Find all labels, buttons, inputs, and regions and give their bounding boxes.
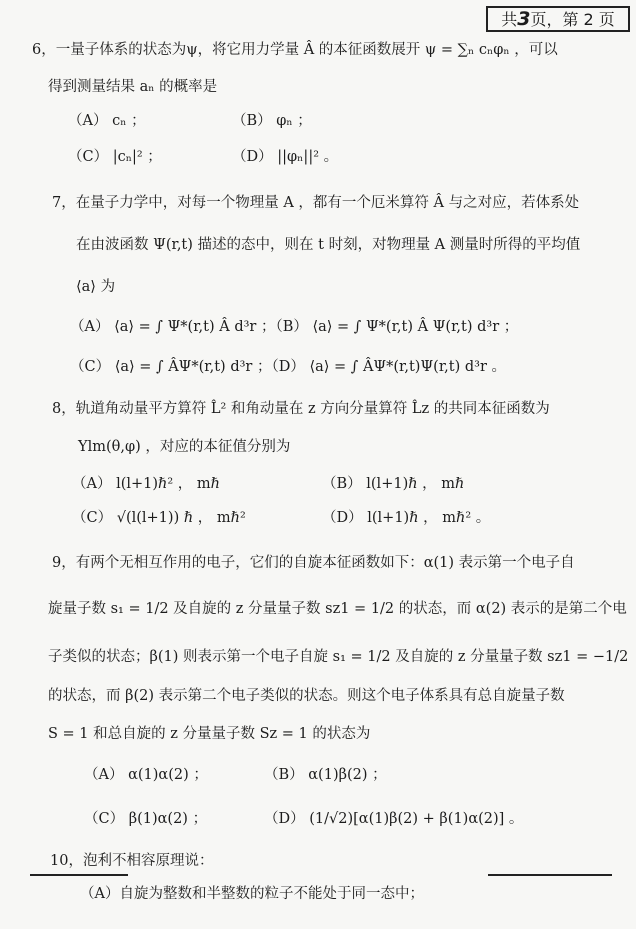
q8-option-d: （D） l(l+1)ℏ ， mℏ² 。 (322, 510, 491, 526)
page-counter-prefix: 共 (501, 10, 518, 29)
q9-option-d: （D） (1/√2)[α(1)β(2) + β(1)α(2)] 。 (264, 811, 524, 827)
q9-line-5: S = 1 和总自旋的 z 分量量子数 Sz = 1 的状态为 (48, 726, 371, 742)
q8-option-b: （B） l(l+1)ℏ ， mℏ (322, 476, 465, 492)
page-total-handwritten: 3 (517, 8, 531, 30)
q6-option-c: （C） |cₙ|² ； (68, 149, 162, 165)
q8-option-a: （A） l(l+1)ℏ² ， mℏ (72, 476, 221, 492)
q6-option-b: （B） φₙ ； (232, 113, 312, 129)
q7-line-3: ⟨a⟩ 为 (76, 279, 116, 295)
q7-line-1: 7，在量子力学中，对每一个物理量 A ，都有一个厄米算符 Â 与之对应，若体系处 (52, 195, 580, 211)
q9-line-3: 子类似的状态；β(1) 则表示第一个电子自旋 s₁ = 1/2 及自旋的 z 分量量子数 sz1 = −1/2 (48, 649, 629, 665)
q6-option-a: （A） cₙ ； (68, 113, 146, 129)
bottom-rule-right (488, 874, 612, 876)
page-counter-suffix: 页，第 2 页 (530, 10, 615, 29)
q7-line-2: 在由波函数 Ψ(r,t) 描述的态中，则在 t 时刻，对物理量 A 测量时所得的平均值 (76, 237, 581, 253)
page-counter (486, 6, 630, 32)
q9-option-a: （A） α(1)α(2) ； (84, 767, 208, 783)
q6-option-d: （D） ||φₙ||² 。 (232, 149, 339, 165)
q10-line-1: 10，泡利不相容原理说： (50, 853, 214, 869)
q9-line-1: 9，有两个无相互作用的电子，它们的自旋本征函数如下：α(1) 表示第一个电子自 (52, 555, 575, 571)
q9-option-b: （B） α(1)β(2) ； (264, 767, 387, 783)
bottom-rule-left (30, 874, 128, 876)
q10-option-a: （A）自旋为整数和半整数的粒子不能处于同一态中； (80, 886, 424, 902)
q7-options-ab: （A） ⟨a⟩ = ∫ Ψ*(r,t) Â d³r ；（B） ⟨a⟩ = ∫ Ψ*(r,t) Â Ψ(r,t) d³r ； (70, 319, 519, 335)
q7-options-cd: （C） ⟨a⟩ = ∫ ÂΨ*(r,t) d³r ；（D） ⟨a⟩ = ∫ ÂΨ*(r,t)Ψ(r,t) d³r 。 (70, 359, 507, 375)
q6-line-2: 得到测量结果 aₙ 的概率是 (48, 79, 218, 95)
q8-line-1: 8，轨道角动量平方算符 L̂² 和角动量在 z 方向分量算符 L̂z 的共同本征函数为 (52, 401, 550, 417)
q9-option-c: （C） β(1)α(2) ； (84, 811, 208, 827)
q9-line-4: 的状态，而 β(2) 表示第二个电子类似的状态。则这个电子体系具有总自旋量子数 (48, 688, 565, 704)
q6-line-1: 6，一量子体系的状态为ψ，将它用力学量 Â 的本征函数展开 ψ = ∑ₙ cₙφₙ ，可以 (32, 42, 558, 58)
q8-line-2: Ylm(θ,φ) ，对应的本征值分别为 (78, 439, 291, 455)
q9-line-2: 旋量子数 s₁ = 1/2 及自旋的 z 分量量子数 sz1 = 1/2 的状态，而 α(2) 表示的是第二个电 (48, 601, 627, 617)
q8-option-c: （C） √(l(l+1)) ℏ ， mℏ² (72, 510, 246, 526)
